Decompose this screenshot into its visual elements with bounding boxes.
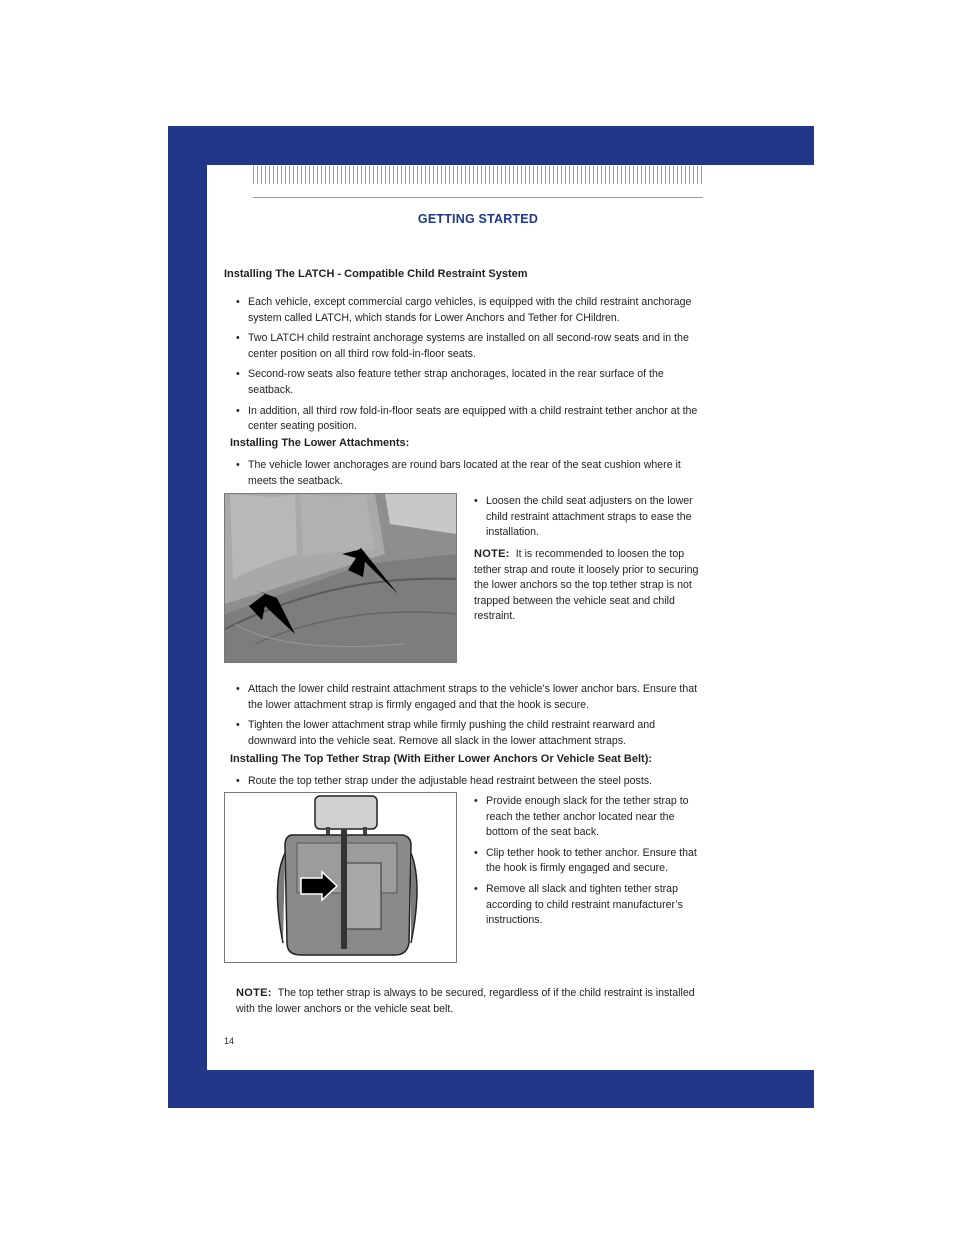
list-item: • Route the top tether strap under the adjustable head restraint between the steel posts. [236,774,700,790]
list-item: • Second-row seats also feature tether strap anchorages, located in the rear surface of the seatback. [236,367,700,398]
list-item: • Loosen the child seat adjusters on the lower child restraint attachment straps to ease the installation. [474,494,699,541]
seat-back-illustration [225,793,456,962]
list-item: • Two LATCH child restraint anchorage systems are installed on all second-row seats and in the center position on all third row fold-in-floor seats. [236,331,700,362]
page-frame-top [168,126,814,165]
intro-bullet-list [236,295,700,440]
section-title: GETTING STARTED [417,212,539,226]
seat-cushion-illustration [225,494,456,662]
note-text: The top tether strap is always to be secured, regardless of if the child restraint is installed with the lower anchors or the vehicle seat belt. [236,987,695,1015]
page-frame-bottom [168,1070,814,1108]
list-item: • Remove all slack and tighten tether strap according to child restraint manufacturer’s instructions. [474,882,699,929]
lower-top-bullet [236,458,700,494]
list-item: • Clip tether hook to tether anchor. Ensure that the hook is firmly engaged and secure. [474,846,699,877]
header-divider [253,197,703,198]
lower-attachments-heading: Installing The Lower Attachments: [230,437,410,449]
main-heading: Installing The LATCH - Compatible Child Restraint System [224,268,528,280]
list-item: • Attach the lower child restraint attachment straps to the vehicle’s lower anchor bars. Ensure that the lower attachment strap is firmly engaged and that the hook is secure. [236,682,704,713]
list-item: • In addition, all third row fold-in-floor seats are equipped with a child restraint tether anchor at the center seating position. [236,404,700,435]
lower-bullets-after [236,682,704,754]
lower-side-bullet [474,494,699,546]
tether-side-bullets [474,794,699,934]
list-item: • Tighten the lower attachment strap while firmly pushing the child restraint rearward and downward into the vehicle seat. Remove all slack in the lower attachment straps. [236,718,704,749]
note-label: NOTE: [236,987,272,999]
note-label: NOTE: [474,548,510,560]
note-text: It is recommended to loosen the top tether strap and route it loosely prior to securing the lower anchors so the top tether strap is not trapped between the vehicle seat and child restraint. [474,548,699,623]
page-frame-left [168,126,207,1108]
list-item: • The vehicle lower anchorages are round bars located at the rear of the seat cushion where it meets the seatback. [236,458,700,489]
list-item: • Each vehicle, except commercial cargo vehicles, is equipped with the child restraint anchorage system called LATCH, which stands for Lower Anchors and Tether for CHildren. [236,295,700,326]
lower-note [474,547,699,625]
header-ruler-decoration [253,166,703,184]
list-item: • Provide enough slack for the tether strap to reach the tether anchor located near the bottom of the seat back. [474,794,699,841]
top-tether-seat-image [224,792,457,963]
final-note [236,986,706,1017]
lower-anchor-seat-image [224,493,457,663]
page-number: 14 [224,1036,235,1046]
top-tether-heading: Installing The Top Tether Strap (With Either Lower Anchors Or Vehicle Seat Belt): [230,753,653,765]
